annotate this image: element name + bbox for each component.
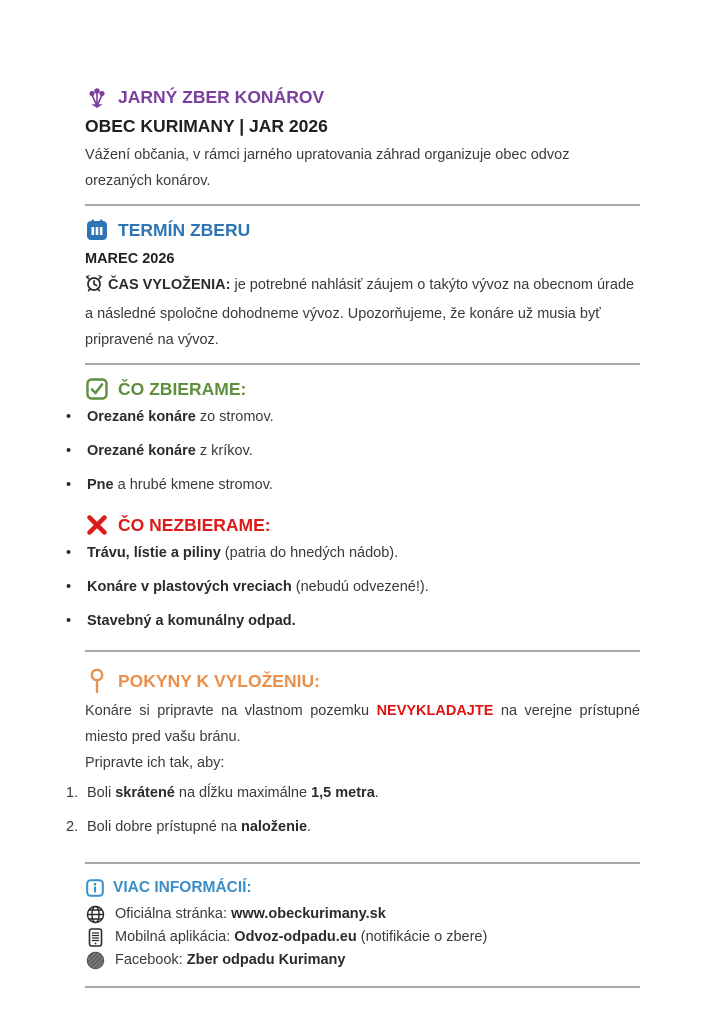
cross-icon [85, 514, 109, 536]
calendar-icon [85, 219, 109, 241]
list-item [66, 540, 640, 566]
list-item [66, 404, 640, 430]
item-bold-text: Konáre v plastových vreciach [87, 579, 292, 595]
section-divider [85, 650, 640, 652]
number-marker: 1. [66, 785, 79, 801]
item-bold-text: Orezané konáre [87, 443, 196, 459]
item-text: z kríkov. [195, 443, 253, 459]
pokyny-text: Konáre si pripravte na vlastnom pozemku [85, 703, 377, 719]
bullet-marker: • [66, 613, 72, 629]
list-item [66, 574, 640, 600]
info-value: www.obeckurimany.sk [231, 906, 386, 922]
info-line-app [85, 926, 640, 949]
list-item [66, 438, 640, 464]
checkbox-check-icon [85, 378, 109, 400]
section-divider [85, 986, 640, 988]
item-bold-text: Pne [87, 477, 114, 493]
section-heading-info-text: VIAC INFORMÁCIÍ: [113, 879, 252, 896]
info-label: Mobilná aplikácia: [115, 929, 235, 945]
item-text: (nebudú odvezené!). [291, 579, 429, 595]
section-heading-nezbierame-text: ČO NEZBIERAME: [118, 515, 271, 535]
list-item [66, 814, 640, 840]
cas-label: ČAS VYLOŽENIA: [108, 277, 231, 293]
pokyny-paragraph [85, 698, 640, 750]
intro-paragraph: Vážení občania, v rámci jarného upratovania záhrad organizuje obec odvoz orezaných konárov. [85, 147, 570, 189]
item-text: a hrubé kmene stromov. [113, 477, 273, 493]
bullet-marker: • [66, 579, 72, 595]
cas-paragraph [85, 272, 640, 353]
section-heading-zbierame-text: ČO ZBIERAME: [118, 379, 247, 399]
info-label: Facebook: [115, 952, 187, 968]
item-bold-text: Trávu, lístie a piliny [87, 545, 221, 561]
section-heading-info [85, 877, 640, 899]
collection-month: MAREC 2026 [85, 251, 175, 267]
item-text: . [374, 785, 379, 801]
section-divider [85, 363, 640, 365]
item-text: . [307, 819, 312, 835]
page-subtitle: OBEC KURIMANY | JAR 2026 [85, 116, 328, 136]
alarm-clock-icon [85, 274, 103, 301]
section-heading-nezbierame [85, 514, 640, 536]
item-bold-text: skrátené [115, 785, 175, 801]
item-bold-text: 1,5 metra [311, 785, 375, 801]
info-note: (notifikácie o zbere) [356, 929, 488, 945]
info-section [85, 877, 640, 972]
item-bold-text: naloženie [240, 819, 308, 835]
info-line-website [85, 903, 640, 926]
info-line-facebook [85, 949, 640, 972]
warning-text: NEVYKLADAJTE [376, 703, 494, 719]
number-marker: 2. [66, 819, 79, 835]
item-text: zo stromov. [195, 409, 274, 425]
bullet-marker: • [66, 477, 72, 493]
item-text: na dĺžku maximálne [174, 785, 312, 801]
pokyny-list [66, 780, 640, 840]
facebook-icon [85, 951, 105, 970]
pokyny-lead: Pripravte ich tak, aby: [85, 755, 225, 771]
item-bold-text: Stavebný a komunálny odpad. [87, 613, 296, 629]
phone-icon [85, 928, 105, 947]
item-text: (patria do hnedých nádob). [220, 545, 399, 561]
bullet-marker: • [66, 443, 72, 459]
zbierame-list [66, 404, 640, 498]
pokyny-text: na verejne prístupné miesto pred vašu bránu. [85, 703, 640, 745]
info-label: Oficiálna stránka: [115, 906, 232, 922]
section-divider [85, 862, 640, 864]
pin-icon [85, 668, 109, 694]
bullet-marker: • [66, 409, 72, 425]
info-icon [85, 879, 105, 897]
page-title-text: JARNÝ ZBER KONÁROV [118, 87, 325, 107]
section-heading-termin-text: TERMÍN ZBERU [118, 220, 251, 240]
section-heading-pokyny-text: POKYNY K VYLOŽENIU: [118, 671, 320, 691]
item-text: Boli [87, 785, 116, 801]
info-value: Zber odpadu Kurimany [186, 952, 346, 968]
info-text [115, 926, 487, 949]
item-text: Boli dobre prístupné na [87, 819, 241, 835]
cas-text: je potrebné nahlásiť záujem o takýto vývoz na obecnom úrade a následné spoločne dohodneme vývoz. Upozorňujeme, že konáre už musia byť pripravené na vývoz. [85, 277, 635, 348]
info-text [115, 949, 345, 972]
section-heading-zbierame [85, 378, 640, 400]
section-heading-termin [85, 219, 640, 241]
list-item [66, 472, 640, 498]
item-bold-text: Orezané konáre [87, 409, 196, 425]
list-item [66, 780, 640, 806]
section-divider [85, 204, 640, 206]
bouquet-icon [85, 87, 109, 108]
page-title [85, 86, 640, 108]
info-value: Odvoz-odpadu.eu [234, 929, 357, 945]
nezbierame-list [66, 540, 640, 634]
globe-icon [85, 905, 105, 924]
list-item [66, 608, 640, 634]
info-text [115, 903, 386, 926]
bullet-marker: • [66, 545, 72, 561]
section-heading-pokyny [85, 668, 640, 694]
